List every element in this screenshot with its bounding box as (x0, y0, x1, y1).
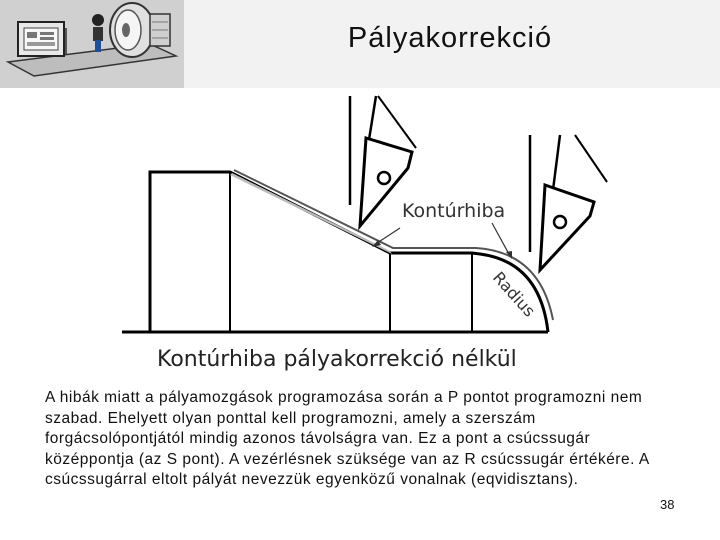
header-logo-panel (0, 0, 184, 88)
body-paragraph: A hibák miatt a pályamozgások programozása során a P pontot programozni nem szabad. Ehelyett olyan ponttal kell programozni, amely a szerszám forgácsolópontjától mindig azonos távolságra van. Ez a pont a csúcssugár középpontja (az S pont). A vezérlésnek szüksége van az R csúcssugár értékére. A csúcssugárral eltolt pályát nevezzük egyenközű vonalnak (eqvidisztans). (45, 389, 649, 488)
contour-error-diagram (0, 88, 720, 378)
slide-title: Pályakorrekció (347, 22, 553, 54)
cutting-tool-icon (530, 135, 607, 270)
contour-error-label: Kontúrhiba (402, 200, 506, 222)
radius-label: Radius (489, 267, 540, 321)
diagram-caption: Kontúrhiba pályakorrekció nélkül (157, 347, 517, 372)
cnc-machine-logo-icon (0, 0, 184, 88)
page-number: 38 (660, 497, 675, 512)
